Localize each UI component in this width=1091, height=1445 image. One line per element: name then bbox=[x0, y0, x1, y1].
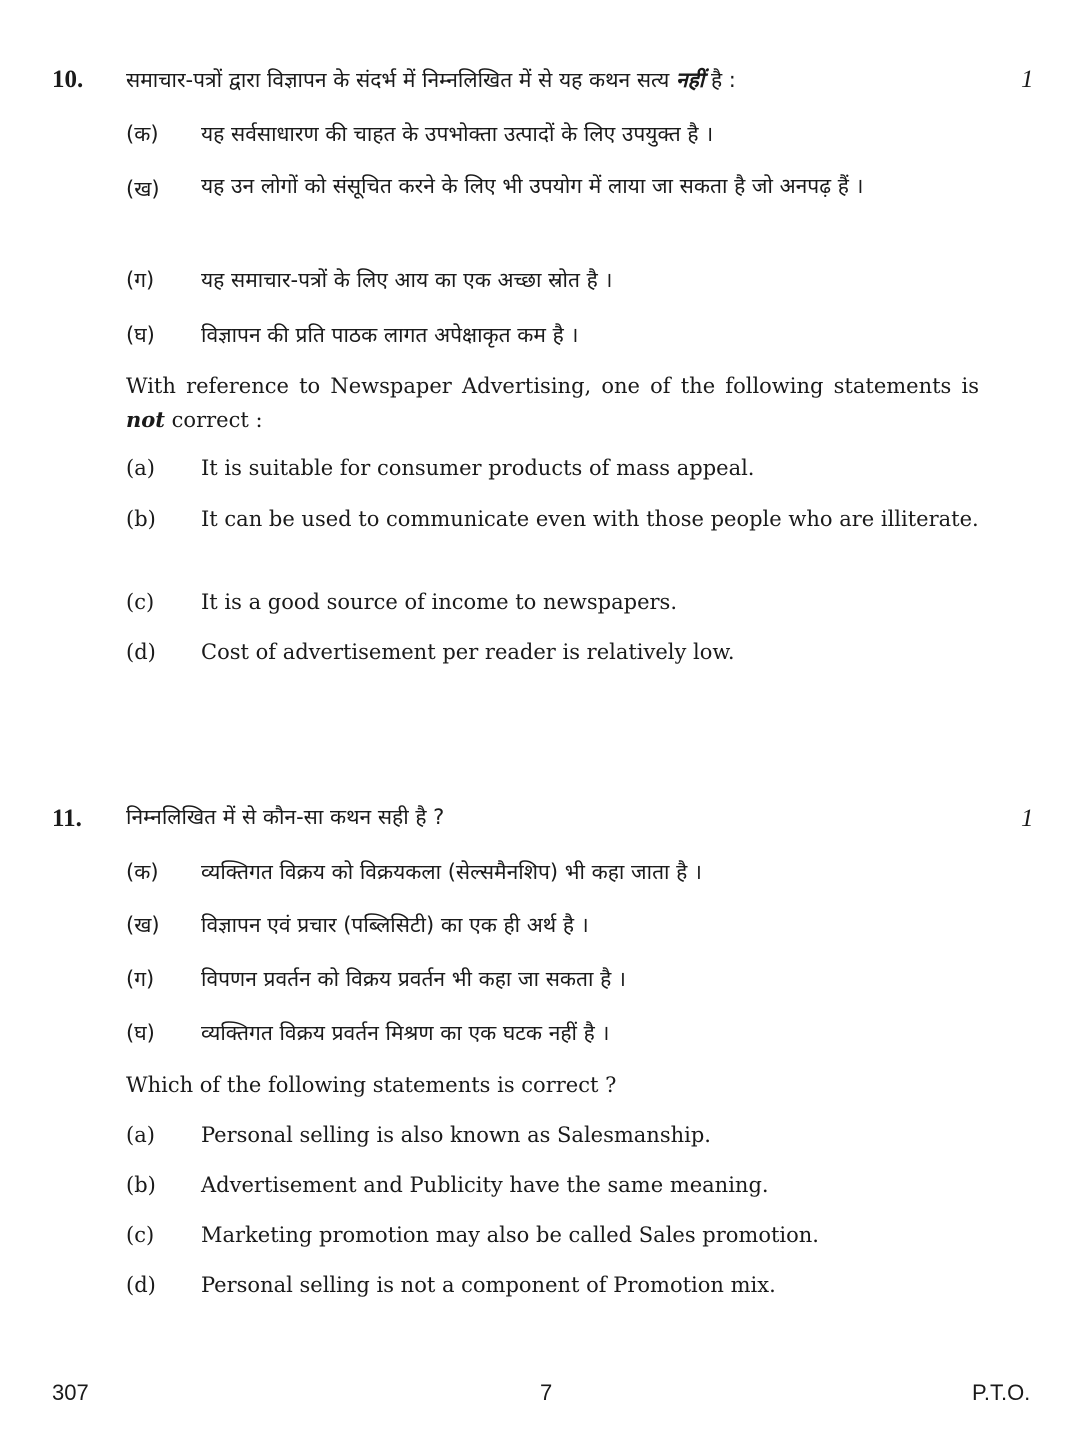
option-label: (घ) bbox=[126, 323, 155, 347]
option-label: (ग) bbox=[126, 268, 155, 292]
pto-label: P.T.O. bbox=[972, 1380, 1031, 1405]
option-text: व्यक्तिगत विक्रय को विक्रयकला (सेल्समैनशिप) भी कहा जाता है । bbox=[201, 860, 702, 884]
option-label: (c) bbox=[126, 1223, 155, 1247]
option-label: (b) bbox=[126, 507, 156, 531]
option-text: व्यक्तिगत विक्रय प्रवर्तन मिश्रण का एक घटक नहीं है । bbox=[201, 1021, 610, 1045]
option-text: यह समाचार-पत्रों के लिए आय का एक अच्छा स्रोत है । bbox=[201, 268, 613, 292]
option-text: It can be used to communicate even with those people who are illiterate. bbox=[201, 507, 979, 531]
stem-text: correct : bbox=[171, 408, 263, 432]
stem-emphasis: नहीं bbox=[676, 68, 705, 92]
stem-text: समाचार-पत्रों द्वारा विज्ञापन के संदर्भ में निम्नलिखित में से यह कथन सत्य bbox=[126, 68, 670, 92]
question-number: 11. bbox=[52, 805, 82, 832]
option-text: Personal selling is also known as Salesmanship. bbox=[201, 1123, 711, 1147]
option-label: (क) bbox=[126, 122, 159, 146]
option-text: Marketing promotion may also be called Sales promotion. bbox=[201, 1223, 819, 1247]
question-stem-hindi bbox=[126, 66, 736, 94]
option-label: (d) bbox=[126, 1273, 156, 1297]
paper-code: 307 bbox=[52, 1380, 89, 1405]
option-text: विपणन प्रवर्तन को विक्रय प्रवर्तन भी कहा जा सकता है । bbox=[201, 967, 626, 991]
stem-text: है : bbox=[710, 68, 736, 92]
option-label: (घ) bbox=[126, 1021, 155, 1045]
stem-emphasis: not bbox=[126, 407, 165, 432]
option-text: विज्ञापन एवं प्रचार (पब्लिसिटी) का एक ही अर्थ है । bbox=[201, 913, 589, 937]
option-label: (c) bbox=[126, 590, 155, 614]
question-stem-hindi: निम्नलिखित में से कौन-सा कथन सही है ? bbox=[126, 805, 445, 829]
option-text: यह सर्वसाधारण की चाहत के उपभोक्ता उत्पादों के लिए उपयुक्त है । bbox=[201, 122, 714, 146]
question-marks: 1 bbox=[1021, 805, 1034, 832]
question-stem-english bbox=[126, 370, 979, 437]
option-text: यह उन लोगों को संसूचित करने के लिए भी उपयोग में लाया जा सकता है जो अनपढ़ हैं । bbox=[201, 174, 864, 198]
option-label: (a) bbox=[126, 456, 155, 480]
option-text: विज्ञापन की प्रति पाठक लागत अपेक्षाकृत कम है । bbox=[201, 323, 579, 347]
option-text: Personal selling is not a component of Promotion mix. bbox=[201, 1273, 776, 1297]
option-text: Advertisement and Publicity have the same meaning. bbox=[201, 1173, 769, 1197]
page-number: 7 bbox=[540, 1380, 553, 1405]
option-label: (b) bbox=[126, 1173, 156, 1197]
option-label: (d) bbox=[126, 640, 156, 664]
option-text: Cost of advertisement per reader is relatively low. bbox=[201, 640, 735, 664]
option-text: It is suitable for consumer products of mass appeal. bbox=[201, 456, 755, 480]
stem-text: With reference to Newspaper Advertising, one of the following statements is bbox=[126, 374, 979, 398]
option-label: (a) bbox=[126, 1123, 155, 1147]
option-label: (क) bbox=[126, 860, 159, 884]
option-text: It is a good source of income to newspapers. bbox=[201, 590, 678, 614]
question-marks: 1 bbox=[1021, 66, 1034, 93]
option-label: (ख) bbox=[126, 913, 160, 937]
question-number: 10. bbox=[52, 66, 84, 93]
option-label: (ग) bbox=[126, 967, 155, 991]
question-stem-english: Which of the following statements is correct ? bbox=[126, 1073, 617, 1097]
option-label: (ख) bbox=[126, 177, 160, 201]
